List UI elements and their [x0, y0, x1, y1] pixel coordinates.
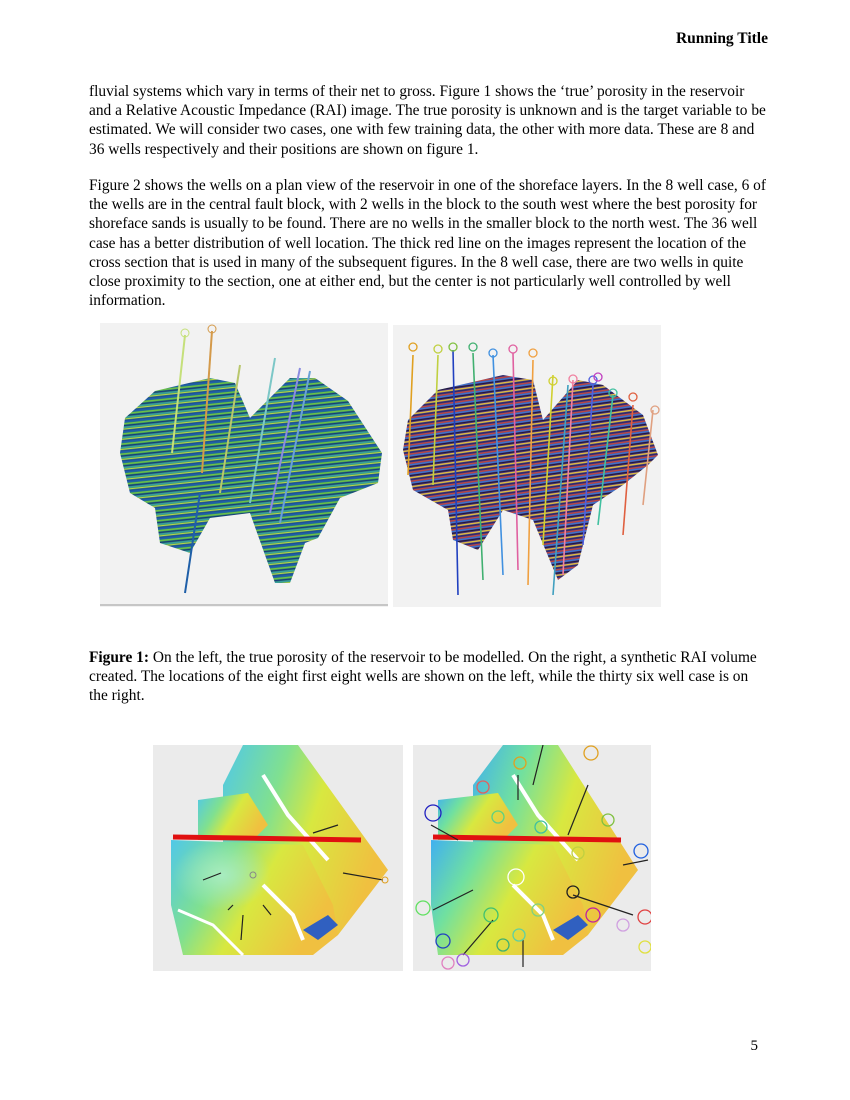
- paragraph-2: Figure 2 shows the wells on a plan view of the reservoir in one of the shoreface layers. In the 8 well case, 6 of the wells are in the central fault block, with 2 wells in the block to the south west where the best porosity for shoreface sands is usually to be found. There are no wells in the smaller block to the north west. The 36 well case has a better distribution of well location. The thick red line on the images represent the location of the cross section that is used in many of the subsequent figures. In the 8 well case, there are two wells in quite close proximity to the section, one at either end, but the center is not particularly well controlled by well information.: [89, 177, 766, 310]
- page-number: 5: [750, 1038, 758, 1054]
- figure1-rai-3d-image: [393, 325, 661, 607]
- paragraph-1: fluvial systems which vary in terms of their net to gross. Figure 1 shows the ‘true’ porosity in the reservoir and a Relative Acoustic Impedance (RAI) image. The true porosity is unknown and is the target variable to be estimated. We will consider two cases, one with few training data, the other with more data. These are 8 and 36 wells respectively and their positions are shown on figure 1.: [89, 83, 766, 158]
- figure1-label: Figure 1:: [89, 649, 149, 666]
- figure2-plan-view-36-wells: [413, 745, 651, 971]
- running-title: Running Title: [675, 30, 768, 47]
- figure2-plan-view-8-wells: [153, 745, 403, 971]
- figure1-caption: [89, 648, 769, 706]
- figure1-caption-text: On the left, the true porosity of the reservoir to be modelled. On the right, a synthetic RAI volume created. The locations of the eight first eight wells are shown on the left, while the thirty six well case is on the right.: [89, 649, 757, 705]
- figure1-porosity-3d-image: [100, 323, 388, 607]
